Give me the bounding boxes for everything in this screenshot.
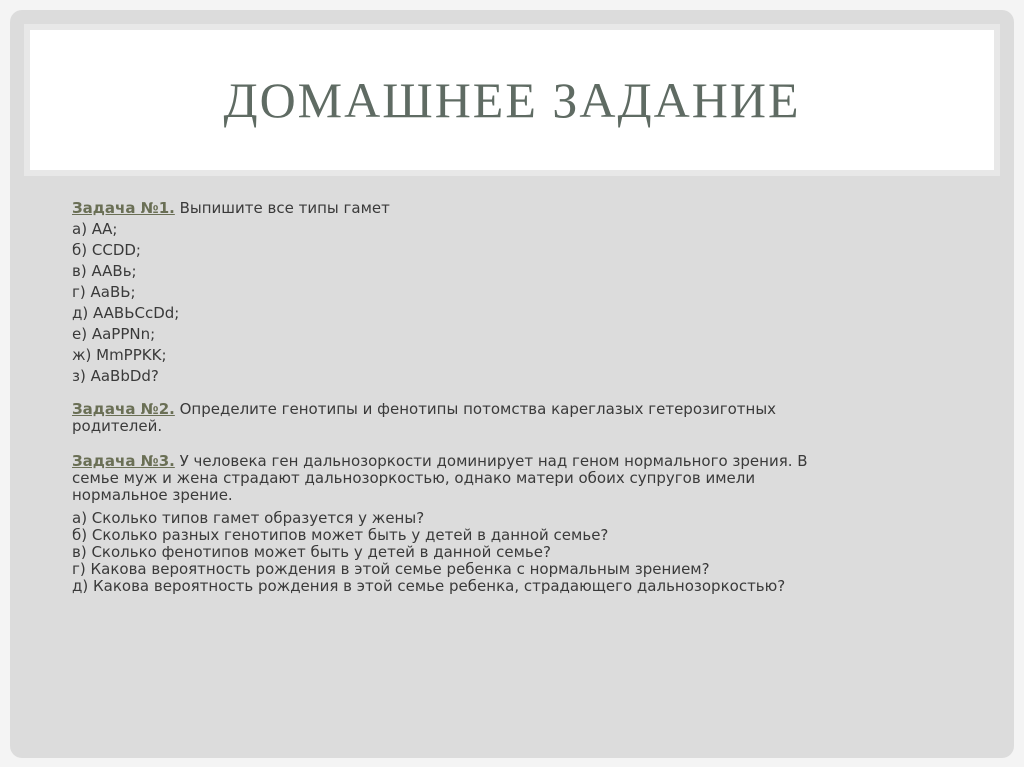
task1-text: Выпишите все типы гамет xyxy=(174,199,390,217)
task2-text: Определите генотипы и фенотипы потомства кареглазых гетерозиготных xyxy=(174,400,777,418)
task2-heading xyxy=(72,401,952,418)
task2-text-cont: родителей. xyxy=(72,417,163,435)
task1-heading xyxy=(72,198,952,219)
task3-text-cont: нормальное зрение. xyxy=(72,486,233,504)
task2-label: Задача №2. xyxy=(72,400,175,418)
task1-item: б) CCDD; xyxy=(72,241,141,259)
task3-question: б) Сколько разных генотипов может быть у детей в данной семье? xyxy=(72,526,609,544)
task1-item: д) AABЬCcDd; xyxy=(72,304,180,322)
task1-item: в) AABь; xyxy=(72,262,137,280)
task3-question: а) Сколько типов гамет образуется у жены? xyxy=(72,509,425,527)
slide-title: ДОМАШНЕЕ ЗАДАНИЕ xyxy=(223,72,801,128)
task1-item: а) АА; xyxy=(72,220,118,238)
task1-item: е) AaPPNn; xyxy=(72,325,156,343)
task3-label: Задача №3. xyxy=(72,452,175,470)
task1-item: з) AaBbDd? xyxy=(72,367,159,385)
slide-content xyxy=(72,198,952,595)
task3-question: д) Какова вероятность рождения в этой семье ребенка, страдающего дальнозоркостью? xyxy=(72,577,786,595)
task3-heading xyxy=(72,453,952,470)
task3-text-cont: семье муж и жена страдают дальнозоркостью, однако матери обоих супругов имели xyxy=(72,469,756,487)
task1-item: г) AaBЬ; xyxy=(72,283,136,301)
task1-item: ж) MmPPKK; xyxy=(72,346,167,364)
task3-question: в) Сколько фенотипов может быть у детей в данной семье? xyxy=(72,543,551,561)
title-box xyxy=(30,30,994,170)
slide xyxy=(10,10,1014,758)
task3-question: г) Какова вероятность рождения в этой семье ребенка с нормальным зрением? xyxy=(72,560,710,578)
task1-label: Задача №1. xyxy=(72,199,175,217)
task3-text: У человека ген дальнозоркости доминирует над геном нормального зрения. В xyxy=(174,452,808,470)
